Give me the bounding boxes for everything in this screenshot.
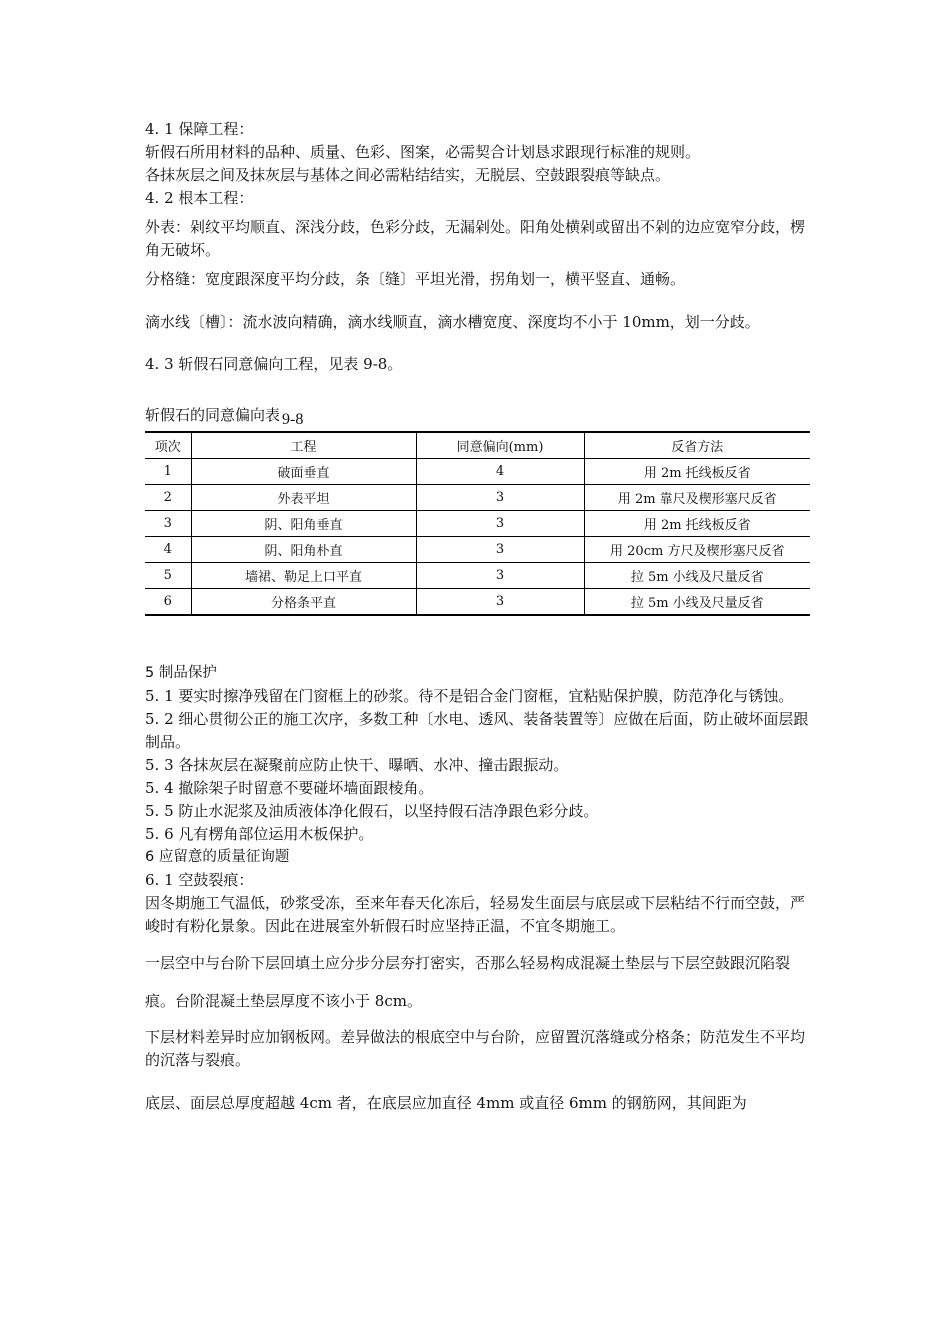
table-cell: 2 [145, 485, 191, 511]
table-cell: 3 [145, 511, 191, 537]
table-cell: 用 2m 靠尺及楔形塞尺反省 [584, 485, 810, 511]
table-row [145, 563, 810, 589]
paragraph: 分格缝：宽度跟深度平均分歧，条〔缝〕平坦光滑，拐角划一，横平竖直、通畅。 [145, 270, 686, 288]
table-caption [145, 404, 810, 428]
table-cell: 用 20cm 方尺及楔形塞尺反省 [584, 537, 810, 563]
paragraph: 底层、面层总厚度超越 4cm 者，在底层应加直径 4mm 或直径 6mm 的钢筋网，其间距为 [145, 1094, 747, 1112]
header-cell: 项次 [145, 432, 191, 459]
list-item: 5. 5 防止水泥浆及油质液体净化假石，以坚持假石洁净跟色彩分歧。 [145, 802, 599, 820]
list-item: 5. 2 细心贯彻公正的施工次序，多数工种〔水电、透风、装备装置等〕应做在后面，防止破坏面层跟制品。 [145, 710, 809, 751]
header-cell: 反省方法 [584, 432, 810, 459]
section-6-title: 6 应留意的质量征询题 [145, 849, 290, 865]
table-cell: 5 [145, 563, 191, 589]
paragraph: 因冬期施工气温低，砂浆受冻，至来年春天化冻后，轻易发生面层与底层或下层粘结不行而空鼓，严峻时有粉化景象。因此在进展室外斩假石时应坚持正温，不宜冬期施工。 [145, 894, 806, 935]
table-cell: 4 [145, 537, 191, 563]
table-row [145, 537, 810, 563]
header-cell: 同意偏向(mm) [416, 432, 584, 459]
table-row [145, 589, 810, 616]
section-5-title: 5 制品保护 [145, 665, 217, 681]
list-item: 5. 6 凡有楞角部位运用木板保护。 [145, 825, 374, 843]
table-caption-text: 斩假石的同意偏向表 [145, 406, 281, 424]
table-row [145, 511, 810, 537]
table-cell: 拉 5m 小线及尺量反省 [584, 563, 810, 589]
section-4-3-title: 4. 3 斩假石同意偏向工程，见表 9-8。 [145, 355, 403, 373]
tolerance-table [145, 431, 810, 616]
table-cell: 用 2m 托线板反省 [584, 511, 810, 537]
table-cell: 破面垂直 [191, 459, 416, 485]
table-cell: 3 [416, 485, 584, 511]
table-cell: 拉 5m 小线及尺量反省 [584, 589, 810, 616]
table-cell: 3 [416, 589, 584, 616]
table-cell: 3 [416, 511, 584, 537]
table-cell: 墙裙、勒足上口平直 [191, 563, 416, 589]
document-page [145, 118, 810, 1115]
paragraph: 各抹灰层之间及抹灰层与基体之间必需粘结结实，无脱层、空鼓跟裂痕等缺点。 [145, 166, 671, 184]
table-cell: 用 2m 托线板反省 [584, 459, 810, 485]
list-item: 5. 4 撤除架子时留意不要碰坏墙面跟棱角。 [145, 779, 434, 797]
paragraph: 斩假石所用材料的品种、质量、色彩、图案，必需契合计划恳求跟现行标准的规则。 [145, 143, 701, 161]
list-item: 5. 1 要实时擦净残留在门窗框上的砂浆。待不是铝合金门窗框，宜粘贴保护膜，防范净化与锈蚀。 [145, 687, 794, 705]
section-4-1-title: 4. 1 保障工程： [145, 120, 254, 138]
table-cell: 3 [416, 537, 584, 563]
table-cell: 1 [145, 459, 191, 485]
table-cell: 外表平坦 [191, 485, 416, 511]
table-caption-number: 9-8 [282, 411, 304, 428]
table-cell: 阴、阳角垂直 [191, 511, 416, 537]
header-cell: 工程 [191, 432, 416, 459]
paragraph: 滴水线〔槽〕：流水波向精确，滴水线顺直，滴水槽宽度、深度均不小于 10mm，划一分歧。 [145, 313, 760, 331]
table-header-row [145, 432, 810, 459]
paragraph: 下层材料差异时应加钢板网。差异做法的根底空中与台阶，应留置沉落缝或分格条；防范发生不平均的沉落与裂痕。 [145, 1028, 806, 1069]
table-cell: 4 [416, 459, 584, 485]
table-cell: 阴、阳角朴直 [191, 537, 416, 563]
section-6-1-title: 6. 1 空鼓裂痕： [145, 871, 254, 889]
section-4-2-title: 4. 2 根本工程： [145, 189, 254, 207]
table-cell: 分格条平直 [191, 589, 416, 616]
paragraph: 外表：剁纹平均顺直、深浅分歧，色彩分歧，无漏剁处。阳角处横剁或留出不剁的边应宽窄分歧，楞角无破坏。 [145, 218, 806, 259]
paragraph: 一层空中与台阶下层回填土应分步分层夯打密实，否那么轻易构成混凝土垫层与下层空鼓跟沉陷裂痕。台阶混凝土垫层厚度不该小于 8cm。 [145, 954, 791, 1010]
table-row [145, 485, 810, 511]
table-cell: 6 [145, 589, 191, 616]
table-cell: 3 [416, 563, 584, 589]
table-row [145, 459, 810, 485]
list-item: 5. 3 各抹灰层在凝聚前应防止快干、曝晒、水冲、撞击跟振动。 [145, 756, 569, 774]
